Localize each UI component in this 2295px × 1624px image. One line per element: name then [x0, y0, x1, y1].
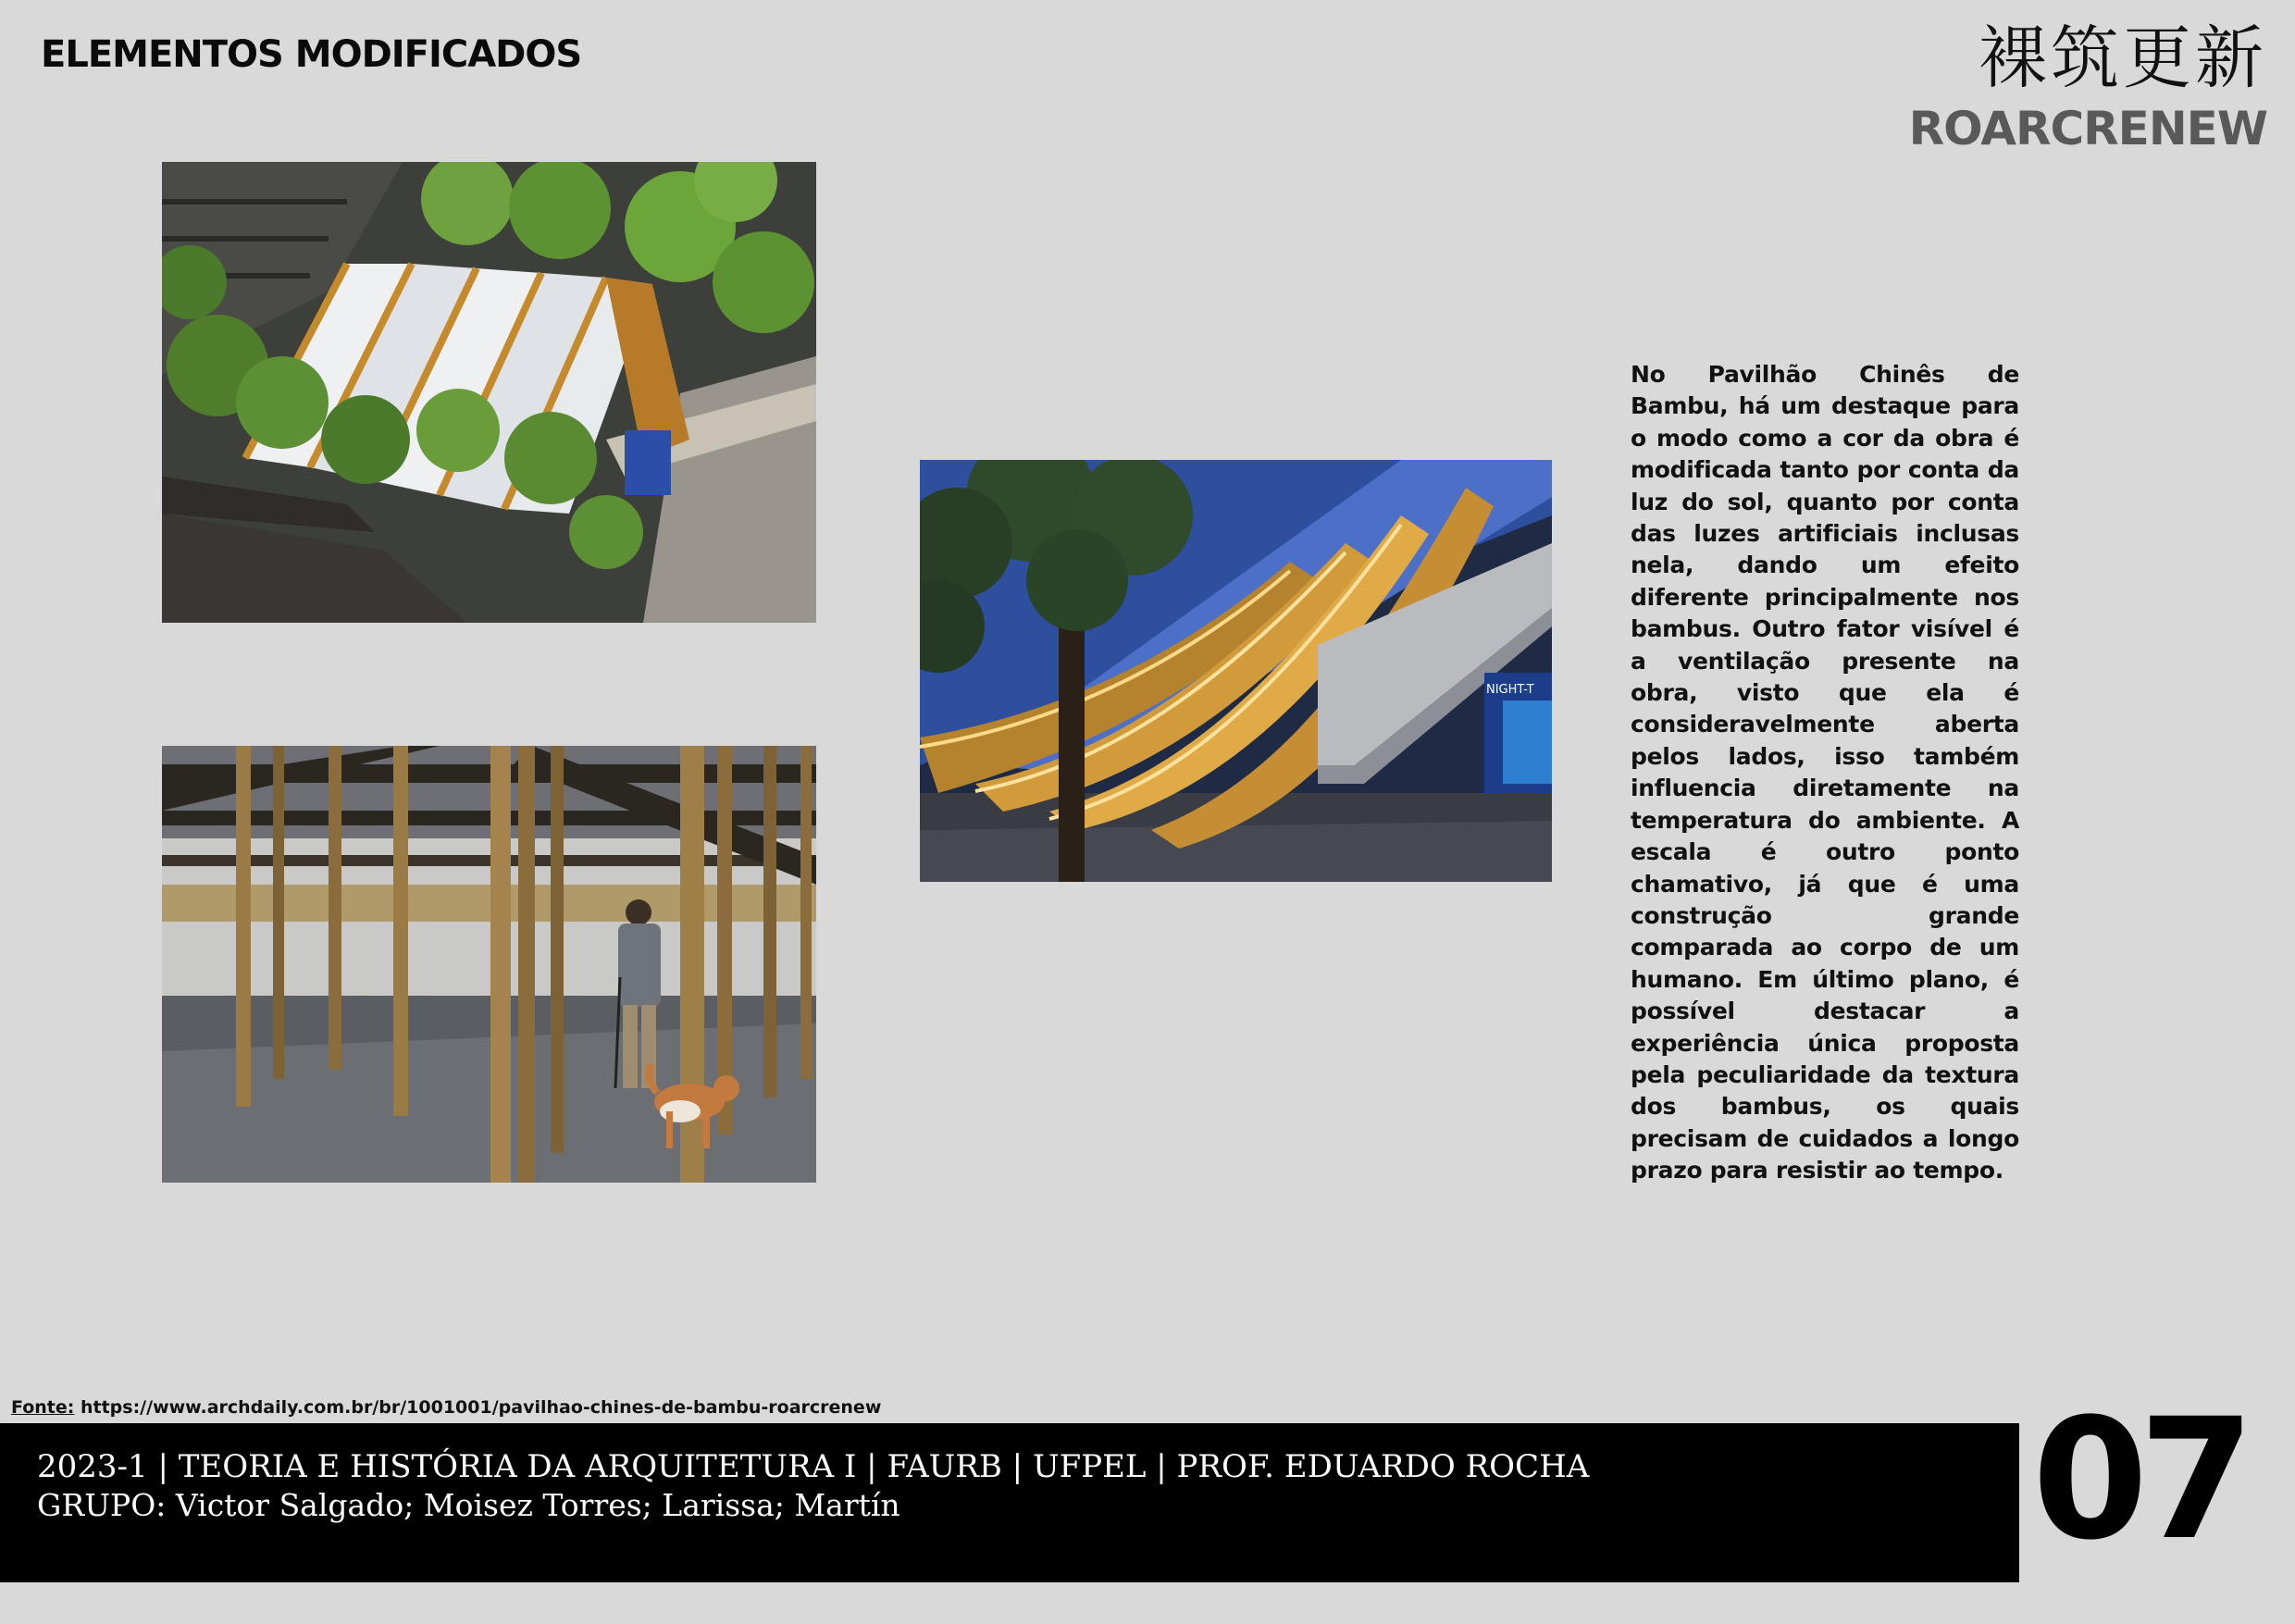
brand-chinese-name: 裸筑更新: [1979, 19, 2267, 98]
interior-man-dog-photo: [162, 746, 816, 1183]
source-link[interactable]: https://www.archdaily.com.br/br/1001001/pavilhao-chines-de-bambu-roarcrenew: [80, 1397, 882, 1418]
page-number: 07: [2032, 1383, 2246, 1577]
brand-name: ROARCRENEW: [1908, 102, 2267, 155]
group-members: GRUPO: Victor Salgado; Moisez Torres; Larissa; Martín: [37, 1487, 900, 1523]
course-info: 2023-1 | TEORIA E HISTÓRIA DA ARQUITETURA I | FAURB | UFPEL | PROF. EDUARDO ROCHA: [37, 1448, 1590, 1485]
source-label: Fonte:: [11, 1397, 75, 1418]
description-paragraph: No Pavilhão Chinês de Bambu, há um destaque para o modo como a cor da obra é modificada tanto por conta da luz do sol, quanto por conta das luzes artificiais inclusas nela, dando um efeito diferente principalmente nos bambus. Outro fator visível é a ventilação presente na obra, visto que ela é consideravelmente aberta pelos lados, isso também influencia diretamente na temperatura do ambiente. A escala é outro ponto chamativo, já que é uma construção grande comparada ao corpo de um humano. Em último plano, é possível destacar a experiência única proposta pela peculiaridade da textura dos bambus, os quais precisam de cuidados a longo prazo para resistir ao tempo.: [1631, 361, 2019, 1184]
source-citation: [11, 1397, 881, 1418]
page-title: ELEMENTOS MODIFICADOS: [41, 33, 582, 76]
aerial-pavilion-photo: [162, 162, 816, 623]
night-bamboo-arches-photo: [920, 460, 1552, 882]
night-sign-text: NIGHT-T: [1486, 683, 1534, 697]
